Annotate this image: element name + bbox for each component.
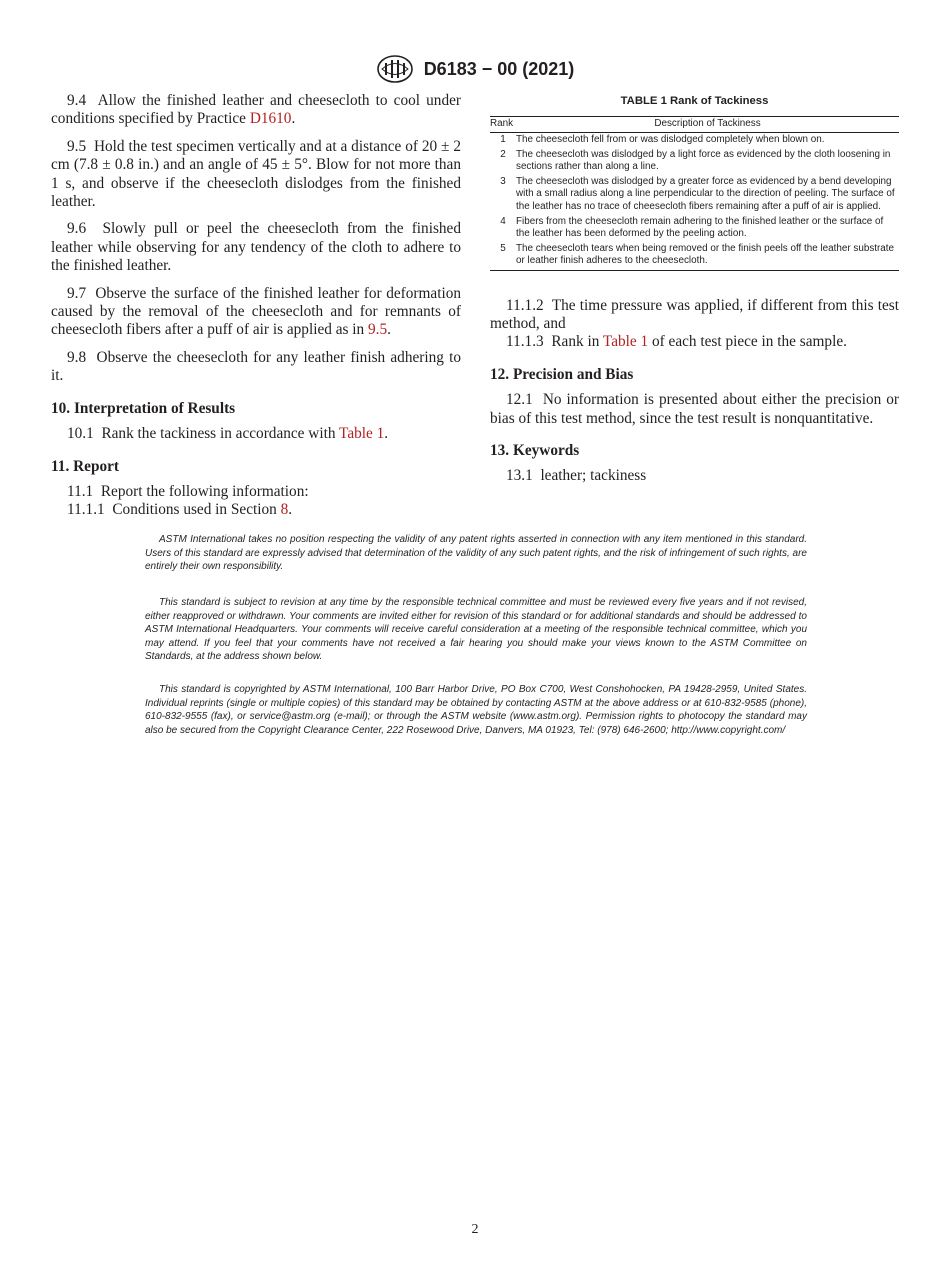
description-cell: The cheesecloth tears when being removed or the finish peels off the leather substrate or leather finish adheres to the cheesecloth. xyxy=(516,243,895,267)
table-row xyxy=(490,132,899,148)
table-row xyxy=(490,215,899,242)
table-1-link[interactable]: Table 1 xyxy=(339,425,385,443)
description-cell: The cheesecloth was dislodged by a greater force as evidenced by a bend developing with a small radius along a line perpendicular to the direction of peeling. The surface of the leather has no trace of cheesecloth fibers remaining after a puff of air is applied. xyxy=(516,176,895,212)
rank-cell: 3 xyxy=(500,176,506,188)
d1610-link[interactable]: D1610 xyxy=(249,110,292,128)
section-9-6: 9.6 Slowly pull or peel the cheesecloth from the finished leather while observing for any tendency of the cloth to adhere to the finished leather. xyxy=(51,220,461,275)
copyright-notice: This standard is copyrighted by ASTM International, 100 Barr Harbor Drive, PO Box C700, West Conshohocken, PA 19428-2959, United States. Individual reprints (single or multiple copies) of this standard may be obtained by contacting ASTM at the above address or at 610-832-9585 (phone), 610-832-9555 (fax), or service@astm.org (e-mail); or through the ASTM website (www.astm.org). Permission rights to photocopy the standard may also be secured from the Copyright Clearance Center, 222 Rosewood Drive, Danvers, MA 01923, Tel: (978) 646-2600; http://www.copyright.com/ xyxy=(145,684,807,736)
section-9-4: 9.4 Allow the finished leather and cheesecloth to cool under conditions specified by Practice D1610. xyxy=(51,92,461,128)
rank-header: Rank xyxy=(490,117,516,132)
rank-cell: 5 xyxy=(500,243,506,255)
description-cell: The cheesecloth fell from or was dislodged completely when blown on. xyxy=(516,133,825,145)
table-1-title: TABLE 1 Rank of Tackiness xyxy=(620,95,769,107)
table-row xyxy=(490,148,899,175)
table-row xyxy=(490,242,899,270)
rank-cell: 4 xyxy=(500,215,506,227)
description-cell: The cheesecloth was dislodged by a light force as evidenced by the cloth loosening in sections rather than along a line. xyxy=(516,148,891,173)
section-11-1-1: 11.1.1 Conditions used in Section 8. xyxy=(67,501,293,519)
patent-notice: ASTM International takes no position respecting the validity of any patent rights asserted in connection with any item mentioned in this standard. Users of this standard are expressly advised that determination of the validity of any such patent rights, and the risk of infringement of such rights, are entirely their own responsibility. xyxy=(145,534,807,572)
page-number: 2 xyxy=(471,1222,479,1237)
section-9-5-link[interactable]: 9.5 xyxy=(368,321,388,339)
heading-interpretation-of-results: 10. Interpretation of Results xyxy=(51,399,236,417)
astm-logo-icon xyxy=(376,54,414,84)
standard-designation: D6183 − 00 (2021) xyxy=(423,58,575,79)
left-column xyxy=(51,92,461,520)
section-11-1-3: 11.1.3 Rank in Table 1 of each test piece in the sample. xyxy=(506,333,847,351)
revision-notice: This standard is subject to revision at any time by the responsible technical committee and must be reviewed every five years and if not revised, either reapproved or withdrawn. Your comments are invited either for revision of this standard or for additional standards and should be addressed to ASTM International Headquarters. Your comments will receive careful consideration at a meeting of the responsible technical committee, which you may attend. If you feel that your comments have not received a fair hearing you should make your views known to the ASTM Committee on Standards, at the address shown below. xyxy=(145,597,807,662)
section-11-1: 11.1 Report the following information: xyxy=(67,482,309,500)
section-9-7: 9.7 Observe the surface of the finished leather for deformation caused by the removal of the cheesecloth and for remnants of cheesecloth fibers after a puff of air is applied as in 9.5. xyxy=(51,284,461,339)
heading-keywords: 13. Keywords xyxy=(490,442,580,460)
section-9-8: 9.8 Observe the cheesecloth for any leather finish adhering to it. xyxy=(51,348,461,385)
section-13-1: 13.1 leather; tackiness xyxy=(506,467,647,485)
table-row xyxy=(490,175,899,215)
page-header xyxy=(0,54,950,84)
heading-report: 11. Report xyxy=(51,457,119,475)
heading-precision-and-bias: 12. Precision and Bias xyxy=(490,365,634,383)
rank-cell: 1 xyxy=(500,133,506,145)
description-header: Description of Tackiness xyxy=(516,117,899,132)
tackiness-table xyxy=(490,116,899,270)
section-11-1-2: 11.1.2 The time pressure was applied, if different from this test method, and xyxy=(490,296,899,333)
table-1-link[interactable]: Table 1 xyxy=(602,333,649,351)
section-9-5: 9.5 Hold the test specimen vertically and at a distance of 20 ± 2 cm (7.8 ± 0.8 in.) and an angle of 45 ± 5°. Blow for not more than 1 s, and observe if the cheesecloth dislodges from the finished leather. xyxy=(51,137,462,211)
section-12-1: 12.1 No information is presented about either the precision or bias of this test method, since the test result is nonquantitative. xyxy=(490,391,899,427)
description-cell: Fibers from the cheesecloth remain adhering to the finished leather or the surface of the leather has been deformed by the peeling action. xyxy=(516,215,884,240)
rank-cell: 2 xyxy=(500,148,506,160)
section-10-1: 10.1 Rank the tackiness in accordance with Table 1. xyxy=(67,425,389,443)
right-column xyxy=(490,92,899,495)
section-8-link[interactable]: 8 xyxy=(280,501,289,519)
